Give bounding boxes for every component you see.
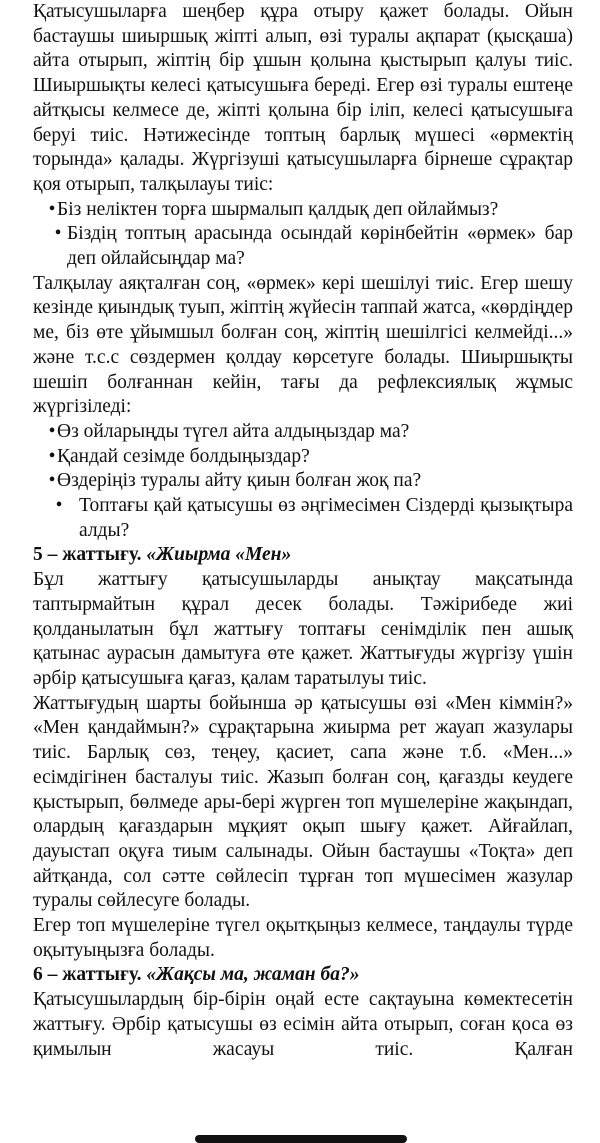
list-item (33, 222, 573, 271)
heading-title: «Жақсы ма, жаман ба?» (146, 964, 360, 986)
heading-title: «Жиырма «Мен» (146, 544, 292, 566)
list-item-text: Өз ойларыңды түгел айта алдыңыздар ма? (57, 420, 410, 442)
bullet-icon: • (54, 223, 62, 245)
list-item-text: Қандай сезімде болдыңыздар? (57, 445, 310, 467)
list-item-text: Біз неліктен торға шырмалып қалдық деп ойлаймыз? (57, 198, 499, 220)
list-item (33, 198, 573, 223)
page-content (33, 0, 573, 1062)
list-item (33, 469, 573, 494)
list-item (33, 420, 573, 445)
home-indicator (195, 1135, 407, 1143)
section-heading-5 (33, 543, 573, 568)
heading-number: 5 – жаттығу. (33, 544, 142, 566)
list-item-text: Біздің топтың арасында осындай көрінбейтін «өрмек» бар деп ойлайсыңдар ма? (67, 223, 573, 270)
paragraph-exercise-5-rules: Жаттығудың шарты бойынша әр қатысушы өзі «Мен кіммін?» «Мен қандаймын?» сұрақтарына жиырма рет жауап жазулары тиіс. Барлық сөз, теңеу, қасиет, сапа және т.б. «Мен...» есімдігінен басталуы тиіс. Жазып болған соң, қағазды кеудеге қыстырып, бөлмеде ары-бері жүрген топ мүшелеріне жақындап, олардың қағаздарын мұқият оқып шығу қажет. Айғайлап, дауыстап оқуға тиым салынады. Ойын бастаушы «Тоқта» деп айтқанда, сол сәтте сөйлесіп тұрған топ мүшесімен жазулар туралы сөйлесуге болады. (33, 692, 573, 912)
paragraph-exercise-6: Қатысушылардың бір-бірін оңай есте сақтауына көмектесетін жаттығу. Әрбір қатысушы өз есімін айта отырып, соған қоса өз қимылын жасауы тиіс. Қалған (33, 989, 573, 1060)
paragraph-intro: Қатысушыларға шеңбер құра отыру қажет болады. Ойын бастаушы шиыршық жіпті алып, өзі туралы ақпарат (қысқаша) айта отырып, жіптің бір ұшын қолына қыстырып қалуы тиіс. Шиыршықты келесі қатысушыға береді. Егер өзі туралы ештеңе айтқысы келмесе де, жіпті қолына бір іліп, келесі қатысушыға беруі тиіс. Нәтижесінде топтың барлық мүшесі «өрмектің торында» қалады. Жүргізуші қатысушыларға бірнеше сұрақтар қоя отырып, талқылауы тиіс: (33, 1, 573, 195)
heading-number: 6 – жаттығу. (33, 964, 142, 986)
paragraph-discussion-end: жүргізіледі: (33, 396, 132, 418)
paragraph-discussion: Талқылау аяқталған соң, «өрмек» кері шешілуі тиіс. Егер шешу кезінде қиындық туып, жіптің жүйесін таппай жатса, «көрдіңдер ме, біз өте ұйымшыл болған соң, жіптің шешілгісі келмейді...» және т.с.с сөздермен қолдау көрсетуге болады. Шиыршықты шешіп болғаннан кейін, тағы да рефлексиялық жұмыс (33, 272, 574, 393)
bullet-icon: • (48, 198, 56, 220)
bullet-icon: • (55, 495, 63, 517)
bullet-icon: • (48, 445, 56, 467)
paragraph-exercise-5: Бұл жаттығу қатысушыларды анықтау мақсатында таптырмайтын құрал десек болады. Тәжірибеде жиі қолданылатын бұл жаттығу топтағы сенімділік пен ашық қатынас аурасын дамытуға өте қажет. Жаттығуды жүргізу үшін әрбір қатысушыға қағаз, қалам таратылуы тиіс. (33, 569, 573, 689)
list-item-text: Топтағы қай қатысушы өз әңгімесімен Сіздерді қызықтыра алды? (79, 495, 573, 541)
bullet-icon: • (48, 420, 56, 442)
bullet-icon: • (48, 470, 56, 492)
paragraph-exercise-5-note: Егер топ мүшелеріне түгел оқытқыңыз келмесе, таңдаулы түрде оқытуыңызға болады. (33, 915, 573, 961)
list-item (33, 494, 573, 543)
list-item (33, 445, 573, 470)
list-item-text: Өздеріңіз туралы айту қиын болған жоқ па? (57, 470, 422, 492)
section-heading-6 (33, 963, 573, 988)
